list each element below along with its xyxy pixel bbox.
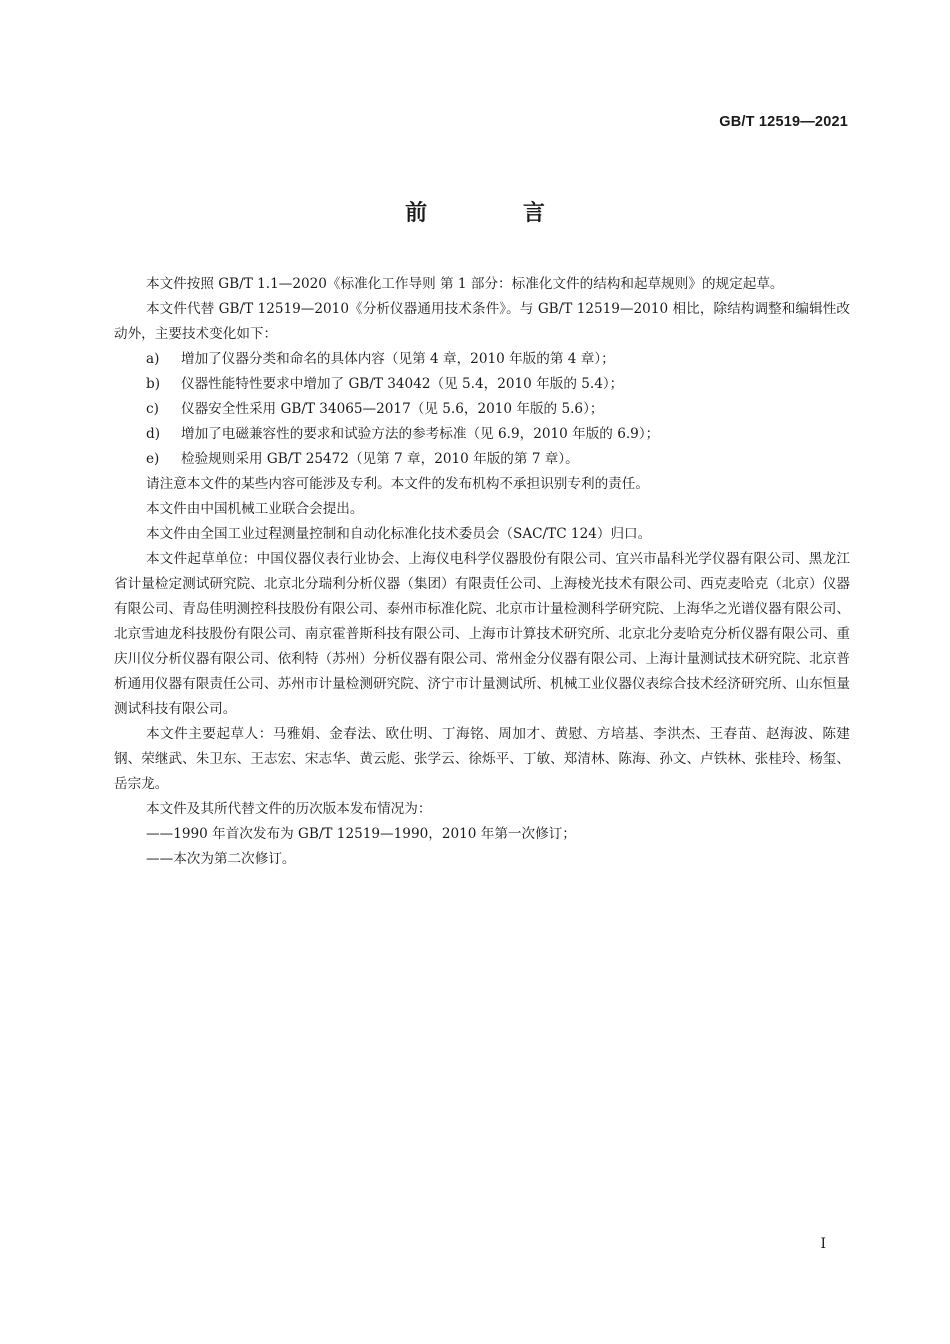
list-item-label: d)	[146, 426, 161, 442]
history-item: ——1990 年首次发布为 GB/T 12519—1990，2010 年第一次修订；	[146, 826, 576, 842]
foreword-body	[114, 272, 850, 872]
list-item-label: b)	[146, 376, 161, 392]
paragraph-replacement: 本文件代替 GB/T 12519—2010《分析仪器通用技术条件》。与 GB/T 12519—2010 相比，除结构调整和编辑性改动外，主要技术变化如下：	[114, 301, 850, 342]
page-number: I	[820, 1236, 826, 1252]
page-title: 前 言	[405, 201, 589, 226]
list-item	[114, 447, 850, 472]
list-item-label: a)	[146, 351, 160, 367]
paragraph-version-history: 本文件及其所代替文件的历次版本发布情况为：	[146, 801, 432, 817]
list-item-text: 增加了电磁兼容性的要求和试验方法的参考标准（见 6.9，2010 年版的 6.9）；	[181, 426, 660, 442]
list-item	[114, 347, 850, 372]
list-item	[114, 422, 850, 447]
list-item-text: 增加了仪器分类和命名的具体内容（见第 4 章，2010 年版的第 4 章）；	[181, 351, 615, 367]
list-item-text: 检验规则采用 GB/T 25472（见第 7 章，2010 年版的第 7 章）。	[181, 451, 579, 467]
paragraph-proposer: 本文件由中国机械工业联合会提出。	[146, 501, 364, 517]
list-item-text: 仪器安全性采用 GB/T 34065—2017（见 5.6，2010 年版的 5.6）；	[181, 401, 604, 417]
list-item	[114, 397, 850, 422]
paragraph-drafting-units: 本文件起草单位：中国仪器仪表行业协会、上海仪电科学仪器股份有限公司、宜兴市晶科光学仪器有限公司、黑龙江省计量检定测试研究院、北京北分瑞利分析仪器（集团）有限责任公司、上海棱光技术有限公司、西克麦哈克（北京）仪器有限公司、青岛佳明测控科技股份有限公司、泰州市标准化院、北京市计量检测科学研究院、上海华之光谱仪器有限公司、北京雪迪龙科技股份有限公司、南京霍普斯科技有限公司、上海市计算技术研究所、北京北分麦哈克分析仪器有限公司、重庆川仪分析仪器有限公司、依利特（苏州）分析仪器有限公司、常州金分仪器有限公司、上海计量测试技术研究院、北京普析通用仪器有限责任公司、苏州市计量检测研究院、济宁市计量测试所、机械工业仪器仪表综合技术经济研究所、山东恒量测试科技有限公司。	[114, 551, 850, 717]
paragraph-patent-notice: 请注意本文件的某些内容可能涉及专利。本文件的发布机构不承担识别专利的责任。	[146, 476, 649, 492]
paragraph-drafters: 本文件主要起草人：马雅娟、金春法、欧仕明、丁海铭、周加才、黄慰、方培基、李洪杰、王春苗、赵海波、陈建钢、荣继武、朱卫东、王志宏、宋志华、黄云彪、张学云、徐烁平、丁敏、郑清林、陈海、孙文、卢铁林、张桂玲、杨玺、岳宗龙。	[114, 726, 850, 792]
list-item-label: e)	[146, 451, 160, 467]
standard-code: GB/T 12519—2021	[719, 114, 848, 130]
list-item-text: 仪器性能特性要求中增加了 GB/T 34042（见 5.4，2010 年版的 5.4）；	[181, 376, 624, 392]
history-item: ——本次为第二次修订。	[146, 851, 296, 867]
paragraph-centralized-by: 本文件由全国工业过程测量控制和自动化标准化技术委员会（SAC/TC 124）归口。	[146, 526, 652, 542]
list-item-label: c)	[146, 401, 159, 417]
paragraph-drafting-rules: 本文件按照 GB/T 1.1—2020《标准化工作导则 第 1 部分：标准化文件的结构和起草规则》的规定起草。	[146, 276, 784, 292]
list-item	[114, 372, 850, 397]
